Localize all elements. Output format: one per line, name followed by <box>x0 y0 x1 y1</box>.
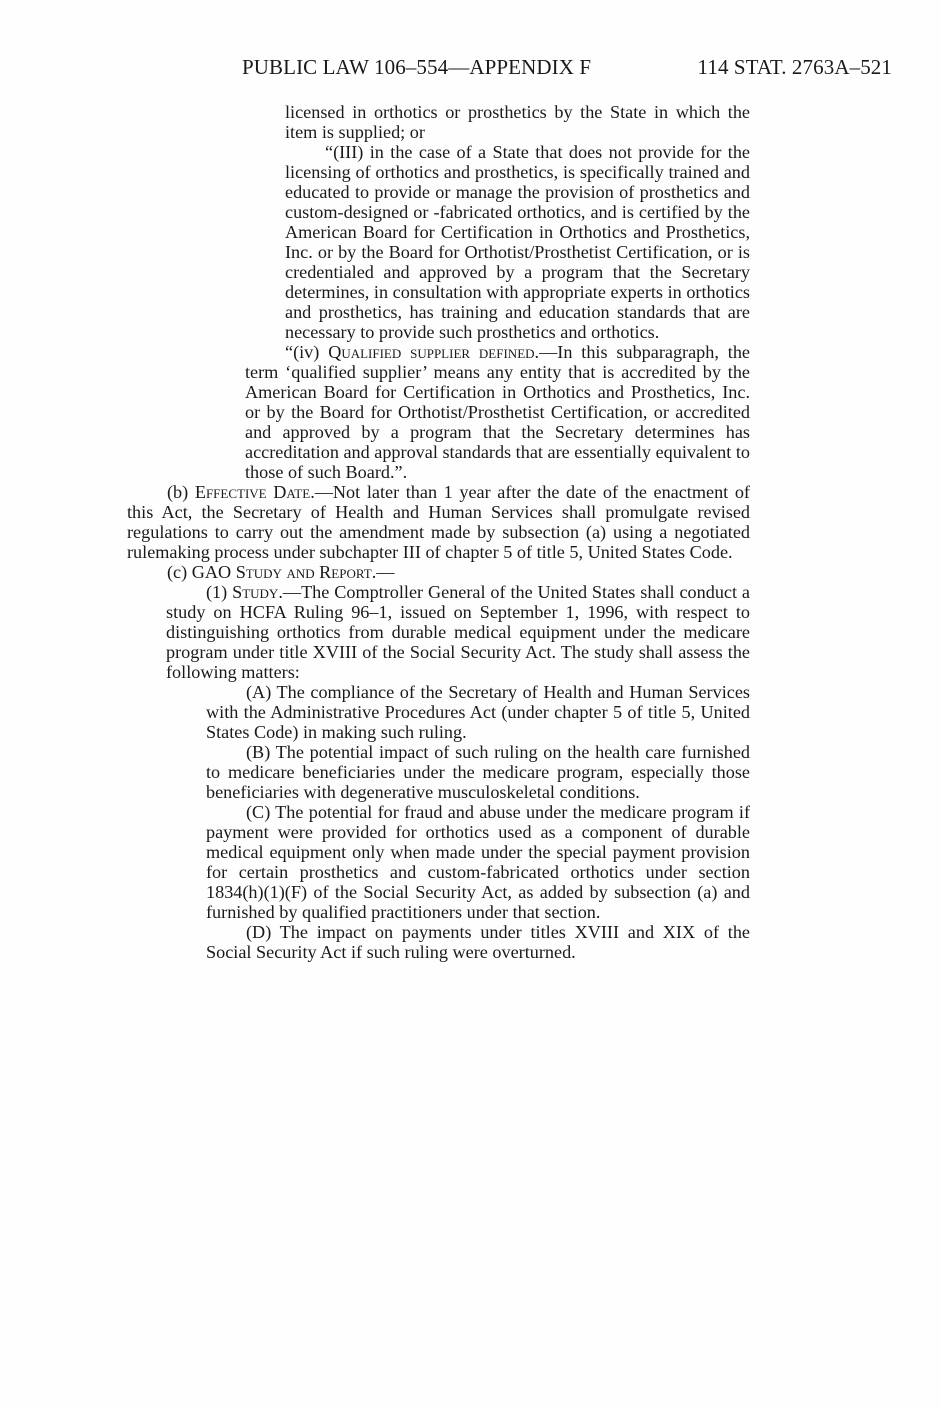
paragraph-clause-iii: “(III) in the case of a State that does not provide for the licensing of orthotics and prosthetics, is specifically trained and educated to provide or manage the provision of prosthetics and custom-designed or -fabricated orthotics, and is certified by the American Board for Certification in Orthotics and Prosthetics, Inc. or by the Board for Orthotist/Prosthetist Certification, or is credentialed and approved by a program that the Secretary determines, in consultation with appropriate experts in orthotics and prosthetics, has training and education standards that are necessary to provide such prosthetics and orthotics. <box>285 142 750 342</box>
clause-iv-heading: Qualified supplier defined <box>328 342 535 362</box>
subsection-b-text: .—Not later than 1 year after the date of the enactment of this Act, the Secretary of Health and Human Services shall promulgate revised regulations to carry out the amendment made by subsection (a) using a negotiated rulemaking process under subchapter III of chapter 5 of title 5, United States Code. <box>127 482 750 562</box>
clause-iv-text: .—In this subparagraph, the term ‘qualified supplier’ means any entity that is accredited by the American Board for Certification in Orthotics and Prosthetics, Inc. or by the Board for Orthotist/Prosthetist Certification, or accredited and approved by a program that the Secretary determines has accreditation and approval standards that are essentially equivalent to those of such Board.”. <box>245 342 751 482</box>
body-text <box>0 102 940 962</box>
paragraph-subsection-b <box>127 482 750 562</box>
subsection-b-heading: Effective Date <box>194 482 311 502</box>
subsection-c-prefix: (c) GAO <box>167 562 236 582</box>
study-heading: Study <box>232 582 279 602</box>
paragraph-subsection-c <box>127 562 750 582</box>
study-text: .—The Comptroller General of the United States shall conduct a study on HCFA Ruling 96–1, issued on September 1, 1996, with respect to distinguishing orthotics from durable medical equipment under the medicare program under title XVIII of the Social Security Act. The study shall assess the following matters: <box>166 582 750 682</box>
subsection-c-text: .— <box>371 562 395 582</box>
paragraph-study <box>166 582 750 682</box>
clause-iv-prefix: “(iv) <box>285 342 329 362</box>
paragraph-item-b: (B) The potential impact of such ruling on the health care furnished to medicare beneficiaries under the medicare program, especially those beneficiaries with degenerative musculoskeletal conditions. <box>206 742 750 802</box>
paragraph-item-c: (C) The potential for fraud and abuse under the medicare program if payment were provided for orthotics used as a component of durable medical equipment only when made under the special payment provision for certain prosthetics and custom-fabricated orthotics under section 1834(h)(1)(F) of the Social Security Act, as added by subsection (a) and furnished by qualified practitioners under that section. <box>206 802 750 922</box>
subsection-c-heading: Study and Report <box>235 562 372 582</box>
paragraph-clause-iv <box>245 342 750 482</box>
header-stat-page: 114 STAT. 2763A–521 <box>697 55 892 79</box>
paragraph-item-a: (A) The compliance of the Secretary of Health and Human Services with the Administrative Procedures Act (under chapter 5 of title 5, United States Code) in making such ruling. <box>206 682 750 742</box>
study-prefix: (1) <box>206 582 233 602</box>
paragraph-item-d: (D) The impact on payments under titles XVIII and XIX of the Social Security Act if such ruling were overturned. <box>206 922 750 962</box>
header-law-title: PUBLIC LAW 106–554—APPENDIX F <box>242 55 592 79</box>
paragraph-licensed: licensed in orthotics or prosthetics by the State in which the item is supplied; or <box>285 102 750 142</box>
subsection-b-prefix: (b) <box>167 482 195 502</box>
